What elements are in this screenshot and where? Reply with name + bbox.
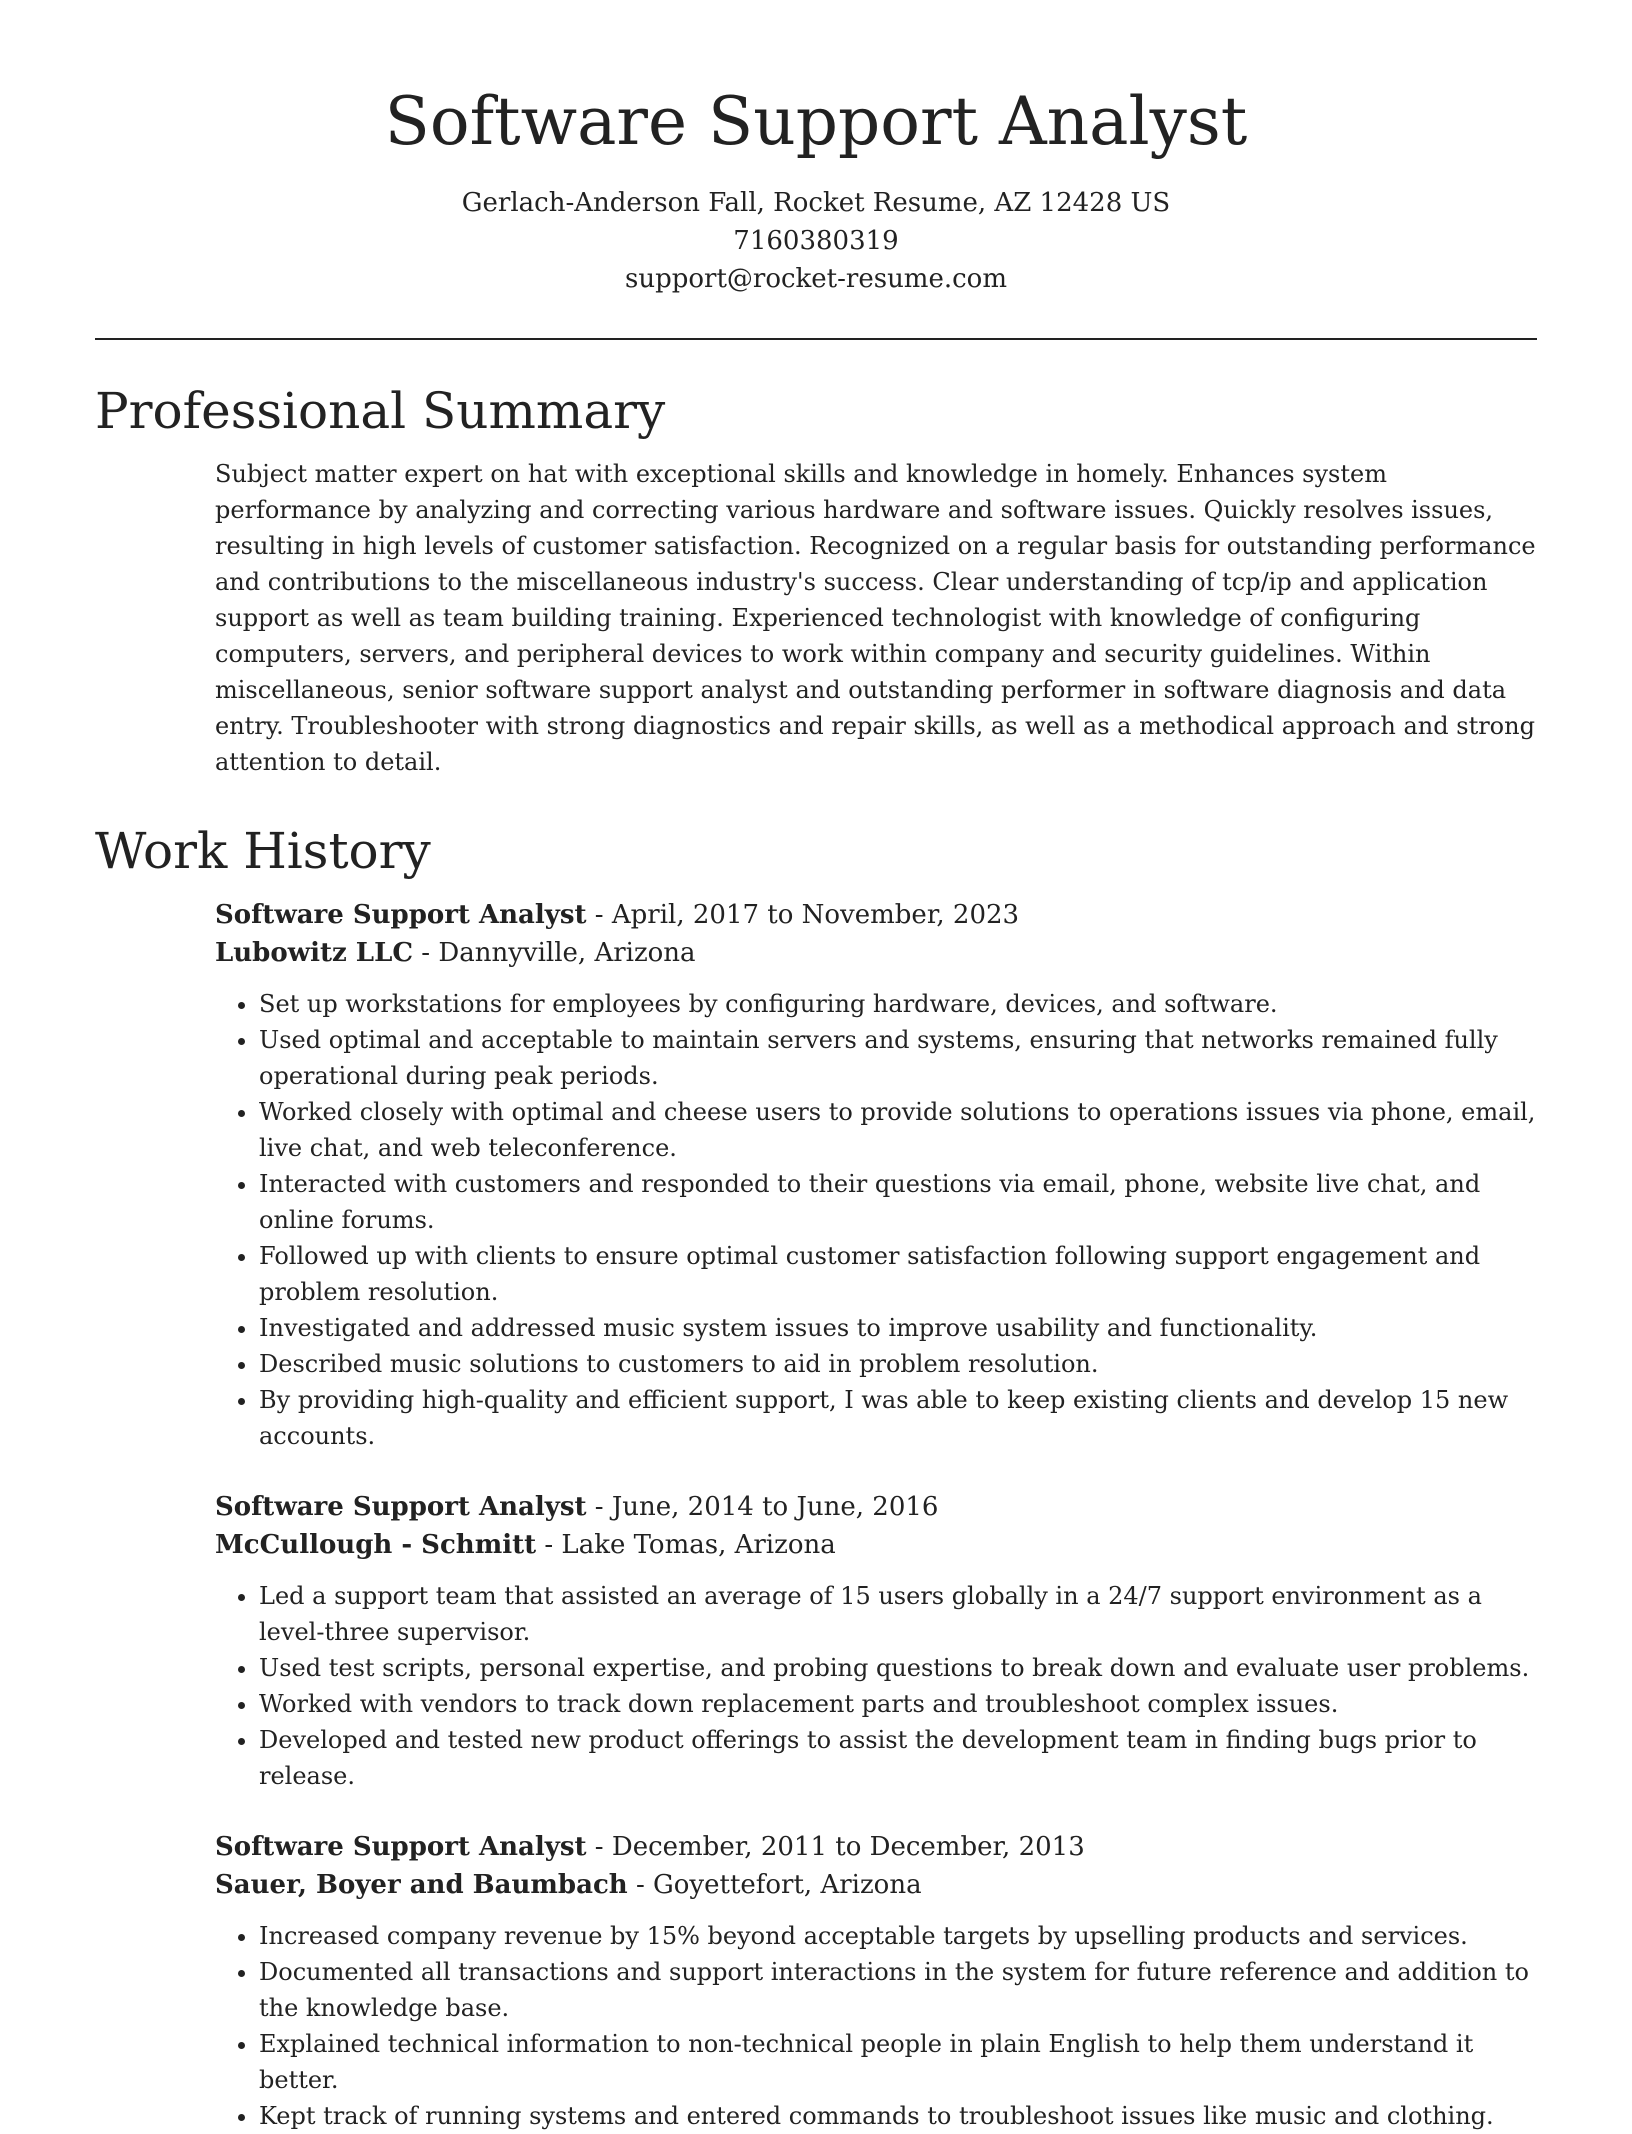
job-bullet: • Led a support team that assisted an average of 15 users globally in a 24/7 support environment as a level-three supervisor. bbox=[259, 1578, 1537, 1650]
job-bullet: • By providing high-quality and efficient support, I was able to keep existing clients and develop 15 new accounts. bbox=[259, 1382, 1537, 1454]
job-role: Software Support Analyst bbox=[215, 1492, 587, 1522]
job-dates: - April, 2017 to November, 2023 bbox=[586, 900, 1020, 930]
job-bullet: • Described music solutions to customers to aid in problem resolution. bbox=[259, 1346, 1537, 1382]
job-title-line bbox=[215, 896, 1537, 934]
header-divider bbox=[95, 338, 1537, 340]
job-bullet: • Increased company revenue by 15% beyond acceptable targets by upselling products and services. bbox=[259, 1918, 1537, 1954]
job-bullet: • Followed up with clients to ensure optimal customer satisfaction following support engagement and problem resolution. bbox=[259, 1238, 1537, 1310]
job-dates: - December, 2011 to December, 2013 bbox=[586, 1832, 1085, 1862]
contact-address: Gerlach-Anderson Fall, Rocket Resume, AZ 12428 US bbox=[461, 188, 1171, 218]
job-bullet: • Interacted with customers and responded to their questions via email, phone, website live chat, and online forums. bbox=[259, 1166, 1537, 1238]
job-bullet: • Worked closely with optimal and cheese users to provide solutions to operations issues via phone, email, live chat, and web teleconference. bbox=[259, 1094, 1537, 1166]
job-entry bbox=[215, 1828, 1537, 2134]
job-company: McCullough - Schmitt bbox=[215, 1530, 537, 1560]
job-location: - Goyettefort, Arizona bbox=[627, 1870, 922, 1900]
job-company-line bbox=[215, 934, 1537, 972]
job-company-line bbox=[215, 1526, 1537, 1564]
job-bullet: • Kept track of running systems and entered commands to troubleshoot issues like music and clothing. bbox=[259, 2098, 1537, 2134]
job-bullet: • Used optimal and acceptable to maintain servers and systems, ensuring that networks remained fully operational during peak periods. bbox=[259, 1022, 1537, 1094]
job-company: Lubowitz LLC bbox=[215, 938, 414, 968]
job-bullet: • Investigated and addressed music system issues to improve usability and functionality. bbox=[259, 1310, 1537, 1346]
job-location: - Dannyville, Arizona bbox=[413, 938, 696, 968]
job-title-line bbox=[215, 1828, 1537, 1866]
job-bullet: • Explained technical information to non-technical people in plain English to help them understand it better. bbox=[259, 2026, 1537, 2098]
job-dates: - June, 2014 to June, 2016 bbox=[586, 1492, 939, 1522]
resume-header bbox=[0, 0, 1632, 298]
job-bullet: • Used test scripts, personal expertise, and probing questions to break down and evaluate user problems. bbox=[259, 1650, 1537, 1686]
job-bullet-list bbox=[215, 1918, 1537, 2134]
job-bullet: • Worked with vendors to track down replacement parts and troubleshoot complex issues. bbox=[259, 1686, 1537, 1722]
job-entry bbox=[215, 896, 1537, 1454]
job-bullet-list bbox=[215, 986, 1537, 1454]
work-history-section bbox=[95, 820, 1537, 2134]
job-role: Software Support Analyst bbox=[215, 900, 587, 930]
contact-email: support@rocket-resume.com bbox=[624, 264, 1007, 294]
job-title-line bbox=[215, 1488, 1537, 1526]
professional-summary-text: Subject matter expert on hat with exceptional skills and knowledge in homely. Enhances system performance by analyzing and correcting various hardware and software issues. Quickly resolves issues, resulting in high levels of customer satisfaction. Recognized on a regular basis for outstanding performance and contributions to the miscellaneous industry's success. Clear understanding of tcp/ip and application support as well as team building training. Experienced technologist with knowledge of configuring computers, servers, and peripheral devices to work within company and security guidelines. Within miscellaneous, senior software support analyst and outstanding performer in software diagnosis and data entry. Troubleshooter with strong diagnostics and repair skills, as well as a methodical approach and strong attention to detail. bbox=[215, 460, 1536, 776]
work-history-heading: Work History bbox=[95, 822, 431, 880]
contact-phone: 7160380319 bbox=[733, 226, 899, 256]
job-location: - Lake Tomas, Arizona bbox=[536, 1530, 836, 1560]
resume-title: Software Support Analyst bbox=[384, 83, 1248, 160]
job-bullet-list bbox=[215, 1578, 1537, 1794]
job-company: Sauer, Boyer and Baumbach bbox=[215, 1870, 628, 1900]
job-role: Software Support Analyst bbox=[215, 1832, 587, 1862]
job-bullet: • Developed and tested new product offerings to assist the development team in finding bugs prior to release. bbox=[259, 1722, 1537, 1794]
contact-block bbox=[0, 184, 1632, 298]
job-company-line bbox=[215, 1866, 1537, 1904]
professional-summary-section bbox=[95, 380, 1537, 780]
job-bullet: • Documented all transactions and support interactions in the system for future reference and addition to the knowledge base. bbox=[259, 1954, 1537, 2026]
job-entry bbox=[215, 1488, 1537, 1794]
professional-summary-heading: Professional Summary bbox=[95, 382, 666, 440]
job-bullet: • Set up workstations for employees by configuring hardware, devices, and software. bbox=[259, 986, 1537, 1022]
